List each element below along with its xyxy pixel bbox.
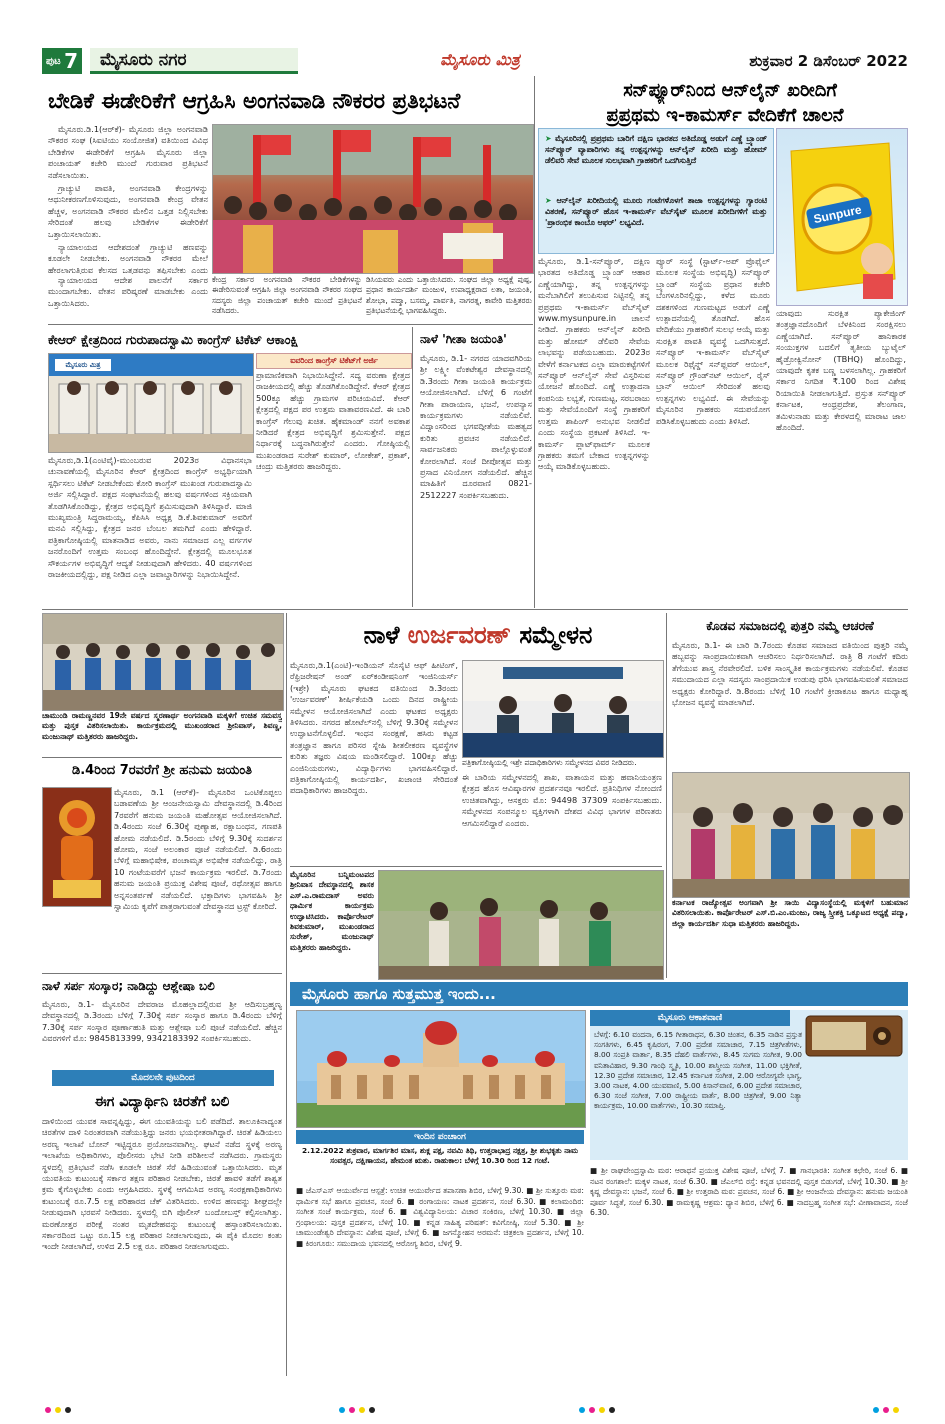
story5-caption: ಚಾಮುಂಡಿ ರಾಮಣ್ಣನವರ 19ನೇ ವರ್ಷದ ಸ್ಮರಣಾರ್ಥ ಅಂಗನವಾಡಿ ಮಕ್ಕಳಿಗೆ ಉಚಿತ ಸಮವಸ್ತ್ರ ಮತ್ತು ಪುಸ್ತಕ ವಿತರಿಸಲಾಯಿತು. ಕಾರ್ಯಕ್ರಮದಲ್ಲಿ ಮುಖಂಡರಾದ ಶ್ರೀನಿವಾಸ್, ಶಿವಣ್ಣ, ಮಂಜುನಾಥ್ ಮತ್ತಿತರರು ಹಾಜರಿದ್ದರು. [42,711,282,741]
color-registration-marks [42,1400,908,1410]
story8-strap: ಮೊದಲನೇ ಪುಟದಿಂದ [52,1070,274,1086]
arrow-icon: ➤ [545,134,552,143]
issue-date: ಶುಕ್ರವಾರ 2 ಡಿಸೆಂಬರ್ 2022 [749,52,908,70]
hanuman-image [42,787,112,907]
story6-headline: ಡಿ.4ರಿಂದ 7ರವರೆಗೆ ಶ್ರೀ ಹನುಮ ಜಯಂತಿ [72,763,252,778]
divider [666,613,667,978]
story7-headline: ನಾಳೆ ಸರ್ಪ ಸಂಸ್ಕಾರ; ನಾಡಿದ್ದು ಆಶ್ಲೇಷಾ ಬಲಿ [42,979,215,993]
palace-illustration [297,1011,585,1127]
story4-body: ಮೈಸೂರು, ಡಿ.1- ನಗರದ ಯಾದವಗಿರಿಯ ಶ್ರೀ ಲಕ್ಷ್ಮೀ ವೆಂಕಟೇಶ್ವರ ದೇವಸ್ಥಾನದಲ್ಲಿ ಡಿ.3ರಂದು ಗೀತಾ ಜಯಂತಿ ಕಾರ್ಯಕ್ರಮ ಆಯೋಜಿಸಲಾಗಿದೆ. ಬೆಳಿಗ್ಗೆ 6 ಗಂಟೆಗೆ ಗೀತಾ ಪಾರಾಯಣ, ಭಜನೆ, ಉಪನ್ಯಾಸ ಕಾರ್ಯಕ್ರಮಗಳು ನಡೆಯಲಿವೆ. ವಿದ್ವಾಂಸರಿಂದ ಭಗವದ್ಗೀತೆಯ ಮಹತ್ವದ ಕುರಿತು ಪ್ರವಚನ ನಡೆಯಲಿದೆ. ಸಾರ್ವಜನಿಕರು ಪಾಲ್ಗೊಳ್ಳುವಂತೆ ಕೋರಲಾಗಿದೆ. ಸಂಜೆ ದೀಪೋತ್ಸವ ಮತ್ತು ಪ್ರಸಾದ ವಿನಿಯೋಗ ನಡೆಯಲಿದೆ. ಹೆಚ್ಚಿನ ಮಾಹಿತಿಗೆ ದೂರವಾಣಿ 0821-2512227 ಸಂಪರ್ಕಿಸಬಹುದು. [420,353,532,500]
story3-headline: ಕೇಆರ್ ಕ್ಷೇತ್ರದಿಂದ ಗುರುಪಾದಸ್ವಾಮಿ ಕಾಂಗ್ರೆಸ್ ಟಿಕೆಟ್ ಆಕಾಂಕ್ಷಿ [48,332,299,347]
radio-icon [804,1012,904,1058]
deity-icon [43,788,111,906]
protest-photo [212,124,534,274]
events-left-list: ■ ಜೆಎಸ್‌ಎಸ್ ಆಯುರ್ವೇದ ಆಸ್ಪತ್ರೆ: ಉಚಿತ ಆಯುರ್ವೇದ ತಪಾಸಣಾ ಶಿಬಿರ, ಬೆಳಿಗ್ಗೆ 9.30. ■ ಶ್ರೀ ಸುತ್ತೂರು ಮಠ: ಧಾರ್ಮಿಕ ಸಭೆ ಹಾಗೂ ಪ್ರವಚನ, ಸಂಜೆ 6. ■ ರಂಗಾಯಣ: ನಾಟಕ ಪ್ರದರ್ಶನ, ಸಂಜೆ 6.30. ■ ಕಲಾಮಂದಿರ: ಸಂಗೀತ ಸಂಜೆ ಕಾರ್ಯಕ್ರಮ, ಸಂಜೆ 6. ■ ವಿಶ್ವವಿದ್ಯಾನಿಲಯ: ವಿಚಾರ ಸಂಕಿರಣ, ಬೆಳಿಗ್ಗೆ 10.30. ■ ಜಿಲ್ಲಾ ಗ್ರಂಥಾಲಯ: ಪುಸ್ತಕ ಪ್ರದರ್ಶನ, ಬೆಳಿಗ್ಗೆ 10. ■ ಕನ್ನಡ ಸಾಹಿತ್ಯ ಪರಿಷತ್: ಕವಿಗೋಷ್ಠಿ, ಸಂಜೆ 5.30. ■ ಶ್ರೀ ಚಾಮುಂಡೇಶ್ವರಿ ದೇವಸ್ಥಾನ: ವಿಶೇಷ ಪೂಜೆ, ಬೆಳಿಗ್ಗೆ 6. ■ ಜಗನ್ಮೋಹನ ಅರಮನೆ: ಚಿತ್ರಕಲಾ ಪ್ರದರ್ಶನ, ಬೆಳಿಗ್ಗೆ 10. ■ ಕಿರಂಗೂರು: ಸಮುದಾಯ ಭವನದಲ್ಲಿ ಆರೋಗ್ಯ ಶಿಬಿರ, ಬೆಳಿಗ್ಗೆ 9. [296,1186,584,1248]
story12-photo [378,870,664,980]
section-title: ಮೈಸೂರು ನಗರ [90,48,298,74]
story5-photo [42,613,284,711]
story9-body: ಮೈಸೂರು,ಡಿ.1(ಎಂಟಿ)-ಇಂಡಿಯನ್ ಸೊಸೈಟಿ ಆಫ್ ಹೀಟಿಂಗ್, ರೆಫ್ರಿಜರೇಷನ್ ಅಂಡ್ ಏರ್‌ಕಂಡೀಷನಿಂಗ್ ಇಂಜಿನಿಯರ್ಸ್ (ಇಶ್ರೇ) ಮೈಸೂರು ಘಟಕದ ವತಿಯಿಂದ ಡಿ.3ರಂದು 'ಉರ್ಜವರಣ್' ಶೀರ್ಷಿಕೆಯಡಿ ಒಂದು ದಿನದ ರಾಷ್ಟ್ರೀಯ ಸಮ್ಮೇಳನ ಆಯೋಜಿಸಲಾಗಿದೆ ಎಂದು ಘಟಕದ ಅಧ್ಯಕ್ಷರು ತಿಳಿಸಿದರು. ನಗರದ ಹೋಟೆಲ್‌ನಲ್ಲಿ ಬೆಳಿಗ್ಗೆ 9.30ಕ್ಕೆ ಸಮ್ಮೇಳನ ಉದ್ಘಾಟನೆಗೊಳ್ಳಲಿದೆ. ಇಂಧನ ಸಂರಕ್ಷಣೆ, ಹಸಿರು ಕಟ್ಟಡ ತಂತ್ರಜ್ಞಾನ ಹಾಗೂ ಪರಿಸರ ಸ್ನೇಹಿ ಶೀತಲೀಕರಣ ವ್ಯವಸ್ಥೆಗಳ ಕುರಿತು ತಜ್ಞರು ವಿಷಯ ಮಂಡಿಸಲಿದ್ದಾರೆ. 100ಕ್ಕೂ ಹೆಚ್ಚು ಎಂಜಿನಿಯರುಗಳು, ವಿದ್ಯಾರ್ಥಿಗಳು ಭಾಗವಹಿಸಲಿದ್ದಾರೆ. ಪತ್ರಿಕಾಗೋಷ್ಠಿಯಲ್ಲಿ ಕಾರ್ಯದರ್ಶಿ, ಖಜಾಂಚಿ ಸೇರಿದಂತೆ ಪದಾಧಿಕಾರಿಗಳು ಹಾಜರಿದ್ದರು. [290,660,458,796]
temple-ceremony-illustration [379,871,663,979]
page-header [42,48,908,74]
divider [412,327,413,607]
product-label: Sunpure [812,202,863,227]
children-group-illustration [43,614,283,710]
story11-photo [672,772,910,898]
divider [286,613,287,1376]
radio-title: ಮೈಸೂರು ಆಕಾಶವಾಣಿ [590,1010,790,1026]
story11-caption: ಕರ್ನಾಟಕ ರಾಜ್ಯೋತ್ಸವ ಅಂಗವಾಗಿ ಶ್ರೀ ಸಾಯಿ ವಿದ್ಯಾಸಂಸ್ಥೆಯಲ್ಲಿ ಮಕ್ಕಳಿಗೆ ಬಹುಮಾನ ವಿತರಿಸಲಾಯಿತು. ಕಾರ್ಪೊರೇಟರ್ ಎಸ್.ಬಿ.ಎಂ.ಮಂಜು, ರಾಜ್ಯ ಸ್ತ್ರೀಶಕ್ತಿ ಒಕ್ಕೂಟದ ಅಧ್ಯಕ್ಷೆ ಪದ್ಮಾ, ಜಿಲ್ಲಾ ಕಾರ್ಯದರ್ಶಿ ಸುಧಾ ಮತ್ತಿತರರು ಹಾಜರಿದ್ದರು. [672,898,908,928]
sunpure-product-image [776,128,908,306]
story1-body2: ಡಿಸಿಯವರು ಎಂದು ಒತ್ತಾಯಿಸಿದರು. ಸಂಘದ ಜಿಲ್ಲಾ ಅಧ್ಯಕ್ಷೆ ಪುಷ್ಪ, ಪ್ರಧಾನ ಕಾರ್ಯದರ್ಶಿ ಮಂಜುಳ, ಉಪಾಧ್ಯಕ್ಷರಾದ ಲತಾ, ಜಯಂತಿ, ಶೋಭಾ, ಪದ್ಮಾ, ಬಸಮ್ಮ, ಪಾರ್ವತಿ, ನಾಗರತ್ನ, ಕಾವೇರಿ ಮತ್ತಿತರರು ಪ್ರತಿಭಟನೆಯಲ್ಲಿ ಭಾಗವಹಿಸಿದ್ದರು. [366,275,532,316]
divider [42,757,282,758]
story9-headline: ನಾಳೆ ಉರ್ಜವರಣ್ ಸಮ್ಮೇಳನ [363,621,593,649]
story1-caption: ಕೇಂದ್ರ ಸರ್ಕಾರ ಅಂಗನವಾಡಿ ನೌಕರರ ಬೇಡಿಕೆಗಳನ್ನು ಈಡೇರಿಸುವಂತೆ ಆಗ್ರಹಿಸಿ ಜಿಲ್ಲಾ ಅಂಗನವಾಡಿ ನೌಕರರ ಸಂಘದ ಸದಸ್ಯರು ಜಿಲ್ಲಾ ಪಂಚಾಯತ್ ಕಚೇರಿ ಮುಂದೆ ಪ್ರತಿಭಟನೆ ನಡೆಸಿದರು. [212,275,362,316]
events-banner [290,982,908,1006]
story4-headline: ನಾಳೆ 'ಗೀತಾ ಜಯಂತಿ' [420,332,507,346]
sunpure-bullet-2: ➤ ಆನ್‌ಲೈನ್ ಖರೀದಿಯಲ್ಲಿ ಮೂರು ಗಂಟೆಗಳೊಳಗೆ ತಾಜಾ ಉತ್ಪನ್ನಗಳನ್ನು ಗ್ಯಾರಂಟಿ ವಿತರಣೆ, ಸನ್‌ಪ್ಯೂರ್ ಹೊಸ ಇ-ಕಾಮರ್ಸ್ ವೆಬ್‌ಸೈಟ್ ಮೂಲಕ ಖರೀದಿಗಳಿಗೆ ಮತ್ತು 'ಪ್ರಾರಂಭಿಕ ಕಾಂಬೊ ಆಫರ್' ಲಭ್ಯವಿದೆ. [545,196,767,227]
sunpure-headline-2: ಪ್ರಪ್ರಥಮ ಇ-ಕಾಮರ್ಸ್ ವೇದಿಕೆಗೆ ಚಾಲನೆ [606,105,844,126]
award-ceremony-illustration [673,773,909,897]
events-banner-text: ಮೈಸೂರು ಹಾಗೂ ಸುತ್ತಮುತ್ತ ಇಂದು... [302,985,496,1003]
sunpure-bullet-1: ➤ ಮೈಸೂರಿನಲ್ಲಿ ಪ್ರಪ್ರಥಮ ಬಾರಿಗೆ ದಕ್ಷಿಣ ಭಾರತದ ಅತಿದೊಡ್ಡ ಅಡುಗೆ ಎಣ್ಣೆ ಬ್ರ್ಯಾಂಡ್ ಸನ್‌ಪ್ಯೂರ್ ವ್ಯಾಪಾರಿಗಳು ತನ್ನ ಉತ್ಪನ್ನಗಳನ್ನು ಆನ್‌ಲೈನ್ ಖರೀದಿ ಮತ್ತು ಹೋಮ್ ಡೆಲಿವರಿ ಸೇವೆ ಮೂಲಕ ಸುಲಭವಾಗಿ ಗ್ರಾಹಕರಿಗೆ ಒದಗಿಸುತ್ತಿದೆ [545,134,767,165]
palace-photo [296,1010,586,1128]
sunpure-col2: ಪ್ಯೂರ್ ಸಂಸ್ಥೆ (ಸ್ಟಾರ್ಟ್-ಅಪ್ ಪ್ರೊಫೈಲ್ ಮೂಲಕ ಸಂಸ್ಥೆಯ ಅಭಿವೃದ್ಧಿ) ಸನ್‌ಪ್ಯೂರ್ ಬ್ರ್ಯಾಂಡ್ ಸಂಸ್ಥೆಯ ಪ್ರಧಾನ ಕಚೇರಿ ಬೆಂಗಳೂರಿನಲ್ಲಿದ್ದು, ಕಳೆದ ಮೂರು ದಶಕಗಳಿಂದ ಗುಣಮಟ್ಟದ ಅಡುಗೆ ಎಣ್ಣೆ ಉತ್ಪಾದನೆಯಲ್ಲಿ ತೊಡಗಿದೆ. ಹೊಸ ವೇದಿಕೆಯು ಗ್ರಾಹಕರಿಗೆ ಸುಲಭ ಆಯ್ಕೆ ಮತ್ತು ಸುರಕ್ಷಿತ ಪಾವತಿ ವ್ಯವಸ್ಥೆ ಒದಗಿಸುತ್ತದೆ. ಸನ್‌ಪ್ಯೂರ್ ಇ-ಕಾಮರ್ಸ್ ವೆಬ್‌ಸೈಟ್ ಮೂಲಕ ರಿಫೈನ್ಡ್ ಸನ್‌ಫ್ಲವರ್ ಆಯಿಲ್, ಸನ್‌ಪ್ಯೂರ್ ಗ್ರೌಂಡ್‌ನಟ್ ಆಯಿಲ್, ರೈಸ್ ಬ್ರಾನ್ ಆಯಿಲ್ ಸೇರಿದಂತೆ ಹಲವು ಉತ್ಪನ್ನಗಳು ಲಭ್ಯವಿದೆ. ಈ ಸೇವೆಯನ್ನು ಮೈಸೂರಿನ ಗ್ರಾಹಕರು ಸದುಪಯೋಗ ಪಡಿಸಿಕೊಳ್ಳಬಹುದು ಎಂದು ತಿಳಿಸಿದೆ. [656,256,770,426]
sunpure-highlight-box [538,128,774,254]
conference-panel-illustration [463,661,663,757]
sunpure-col3: ಯಾವುದು ಸುರಕ್ಷಿತ ಪ್ಯಾಕೇಜಿಂಗ್ ತಂತ್ರಜ್ಞಾನದೊಂದಿಗೆ ಬೆಳಕಿನಿಂದ ಸಂರಕ್ಷಿಸಲು ಎಣ್ಣೆಯಾಗಿದೆ. ಸನ್‌ಪ್ಯೂರ್ ಹಾನಿಕಾರಕ ಸಂಯುಕ್ತಗಳ ಬದಲಿಗೆ ತೃತೀಯ ಬ್ಯುಟೈಲ್ ಹೈಡ್ರೋಕ್ವಿನೋನ್ (TBHQ) ಹೊಂದಿದ್ದು, ಯಾವುದೇ ಕೃತಕ ಬಣ್ಣ ಬಳಸಲಾಗಿಲ್ಲ. ಗ್ರಾಹಕರಿಗೆ ಸರ್ಕಾರ ನಿಗದಿತ ₹.100 ರಿಂದ ವಿಶೇಷ ರಿಯಾಯಿತಿ ನೀಡಲಾಗುತ್ತಿದೆ. ಪ್ರಸ್ತುತ ಸನ್‌ಪ್ಯೂರ್ ಕರ್ನಾಟಕ, ಆಂಧ್ರಪ್ರದೇಶ, ತೆಲಂಗಾಣ, ತಮಿಳುನಾಡು ಮತ್ತು ಕೇರಳದಲ್ಲಿ ಮಾರಾಟ ಜಾಲ ಹೊಂದಿದೆ. [776,308,906,433]
radio-box [590,1010,908,1160]
story8-body: ದಾಳಿಯಿಂದ ಯುವಕ ಸಾವನ್ನಪ್ಪಿದ್ದು, ಈಗ ಯುವತಿಯನ್ನು ಬಲಿ ಪಡೆದಿದೆ. ತಾಲೂಕಿನಾದ್ಯಂತ ಚಿರತೆಗಳ ದಾಳಿ ನಿರಂತರವಾಗಿ ನಡೆಯುತ್ತಿದ್ದು ಜನರು ಭಯಭೀತರಾಗಿದ್ದಾರೆ. ಚಿರತೆ ಹಿಡಿಯಲು ಅರಣ್ಯ ಇಲಾಖೆ ಬೋನ್ ಇಟ್ಟಿದ್ದರೂ ಪ್ರಯೋಜನವಾಗಿಲ್ಲ. ಘಟನೆ ನಡೆದ ಸ್ಥಳಕ್ಕೆ ಅರಣ್ಯ ಇಲಾಖೆಯ ಅಧಿಕಾರಿಗಳು, ಪೊಲೀಸರು ಭೇಟಿ ನೀಡಿ ಪರಿಶೀಲನೆ ನಡೆಸಿದರು. ಗ್ರಾಮಸ್ಥರು ಸ್ಥಳದಲ್ಲಿ ಪ್ರತಿಭಟನೆ ನಡೆಸಿ ಕೂಡಲೇ ಚಿರತೆ ಸೆರೆ ಹಿಡಿಯುವಂತೆ ಒತ್ತಾಯಿಸಿದರು. ಮೃತ ಯುವತಿಯ ಕುಟುಂಬಕ್ಕೆ ಸರ್ಕಾರ ತಕ್ಷಣ ಪರಿಹಾರ ನೀಡಬೇಕು, ಚಿರತೆ ಹಾವಳಿ ತಡೆಗೆ ಶಾಶ್ವತ ಕ್ರಮ ಕೈಗೊಳ್ಳಬೇಕು ಎಂದು ಆಗ್ರಹಿಸಿದರು. ಸ್ಥಳಕ್ಕೆ ಆಗಮಿಸಿದ ಅರಣ್ಯ ಸಂರಕ್ಷಣಾಧಿಕಾರಿಗಳು ಕುಟುಂಬಕ್ಕೆ ರೂ.7.5 ಲಕ್ಷ ಪರಿಹಾರದ ಚೆಕ್ ವಿತರಿಸಿದರು. ಉಳಿದ ಹಣವನ್ನು ಶೀಘ್ರದಲ್ಲೇ ನೀಡುವುದಾಗಿ ಭರವಸೆ ನೀಡಿದರು. ಸ್ಥಳದಲ್ಲಿ ಬಿಗಿ ಪೊಲೀಸ್ ಬಂದೋಬಸ್ತ್ ಕಲ್ಪಿಸಲಾಗಿತ್ತು. ಮರಣೋತ್ತರ ಪರೀಕ್ಷೆ ನಂತರ ಮೃತದೇಹವನ್ನು ಕುಟುಂಬಕ್ಕೆ ಹಸ್ತಾಂತರಿಸಲಾಯಿತು. ಸರ್ಕಾರದಿಂದ ಒಟ್ಟು ರೂ.15 ಲಕ್ಷ ಪರಿಹಾರ ನೀಡಲಾಗುವುದು, ಈ ಪೈಕಿ ಮೊದಲ ಕಂತು ಇಂದೇ ನೀಡಲಾಗಿದೆ, ಉಳಿದ 2.5 ಲಕ್ಷ ರೂ. ಪರಿಹಾರ ನೀಡಲಾಗುವುದು. [42,1116,282,1252]
events-right-list: ■ ಶ್ರೀ ರಾಘವೇಂದ್ರಸ್ವಾಮಿ ಮಠ: ಆರಾಧನೆ ಪ್ರಯುಕ್ತ ವಿಶೇಷ ಪೂಜೆ, ಬೆಳಿಗ್ಗೆ 7. ■ ಗಾನಭಾರತಿ: ಸಂಗೀತ ಕಛೇರಿ, ಸಂಜೆ 6. ■ ನಟನ ರಂಗಶಾಲೆ: ಮಕ್ಕಳ ನಾಟಕ, ಸಂಜೆ 6.30. ■ ಜೆಎಲ್‌ಬಿ ರಸ್ತೆ: ಕನ್ನಡ ಭವನದಲ್ಲಿ ಪುಸ್ತಕ ಬಿಡುಗಡೆ, ಬೆಳಿಗ್ಗೆ 10.30. ■ ಶ್ರೀ ಕೃಷ್ಣ ದೇವಸ್ಥಾನ: ಭಜನೆ, ಸಂಜೆ 6. ■ ಶ್ರೀ ಉತ್ತರಾದಿ ಮಠ: ಪ್ರವಚನ, ಸಂಜೆ 6. ■ ಶ್ರೀ ಆಂಜನೇಯ ದೇವಸ್ಥಾನ: ಹನುಮ ಜಯಂತಿ ಪೂರ್ವ ಸಿದ್ಧತೆ, ಸಂಜೆ 6.30. ■ ರಾಮಕೃಷ್ಣ ಆಶ್ರಮ: ಧ್ಯಾನ ಶಿಬಿರ, ಬೆಳಿಗ್ಗೆ 6. ■ ನಾದಬ್ರಹ್ಮ ಸಂಗೀತ ಸಭೆ: ವೀಣಾವಾದನ, ಸಂಜೆ 6.30. [590,1166,908,1218]
oil-pouch-illustration [777,129,907,305]
sunpure-headline-1: ಸನ್‌ಪ್ಯೂರ್‌ನಿಂದ ಆನ್‌ಲೈನ್ ಖರೀದಿಗೆ [623,80,837,101]
story1-body-cont: ನ್ಯಾಯಾಲಯದ ಆದೇಶ ಪಾಲನೆಗೆ ಸರ್ಕಾರ ಮುಂದಾಗಬೇಕು. ವೇತನ ಪರಿಷ್ಕರಣೆ ಮಾಡಬೇಕು ಎಂದು ಒತ್ತಾಯಿಸಿದರು. [48,275,208,308]
story8-headline: ಈಗ ವಿದ್ಯಾರ್ಥಿನಿ ಚಿರತೆಗೆ ಬಲಿ [94,1094,230,1110]
story10-headline: ಕೊಡವ ಸಮಾಜದಲ್ಲಿ ಪುತ್ತರಿ ನಮ್ಮೆ ಆಚರಣೆ [706,619,874,633]
sunpure-col1: ಮೈಸೂರು, ಡಿ.1-ಸನ್‌ಪ್ಯೂರ್, ದಕ್ಷಿಣ ಭಾರತದ ಅತಿದೊಡ್ಡ ಬ್ರ್ಯಾಂಡ್ ಆಹಾರ ಎಣ್ಣೆಯಾಗಿದ್ದು, ತನ್ನ ಉತ್ಪನ್ನಗಳನ್ನು ಮನೆಬಾಗಿಲಿಗೆ ತಲುಪಿಸುವ ನಿಟ್ಟಿನಲ್ಲಿ ತನ್ನ ಪ್ರಪ್ರಥಮ ಇ-ಕಾಮರ್ಸ್ ವೆಬ್‌ಸೈಟ್ www.mysunpure.in ಚಾಲನೆ ನೀಡಿದೆ. ಗ್ರಾಹಕರು ಆನ್‌ಲೈನ್ ಖರೀದಿ ಮತ್ತು ಹೋಮ್ ಡೆಲಿವರಿ ಸೇವೆಯ ಲಾಭವನ್ನು ಪಡೆಯಬಹುದು. 2023ರ ವೇಳೆಗೆ ಕರ್ನಾಟಕದ ಎಲ್ಲಾ ಮಾರುಕಟ್ಟೆಗಳಿಗೆ ಸನ್‌ಪ್ಯೂರ್ ಆನ್‌ಲೈನ್ ಸೇವೆ ವಿಸ್ತರಿಸುವ ಯೋಜನೆ ಹೊಂದಿದೆ. ಎಣ್ಣೆ ಉತ್ಪಾದನಾ ಕಂಪನಿಯ ಲಭ್ಯತೆ, ಗುಣಮಟ್ಟ, ಸರಬರಾಜು ಮತ್ತು ಸೇವೆಯೊಂದಿಗೆ ಸಂಸ್ಥೆ ಗ್ರಾಹಕರಿಗೆ ಉತ್ತಮ ಶಾಪಿಂಗ್ ಅನುಭವ ನೀಡಲಿದೆ ಎಂದು ಸಂಸ್ಥೆಯ ಪ್ರಕಟಣೆ ತಿಳಿಸಿದೆ. ಇ-ಕಾಮರ್ಸ್ ಪ್ಲಾಟ್‌ಫಾರ್ಮ್ ಮೂಲಕ ಗ್ರಾಹಕರು ತಮಗೆ ಬೇಕಾದ ಉತ್ಪನ್ನಗಳನ್ನು ಆಯ್ಕೆ ಮಾಡಿಕೊಳ್ಳಬಹುದು. [538,256,650,472]
story10-body: ಮೈಸೂರು, ಡಿ.1- ಈ ಬಾರಿ ಡಿ.7ರಂದು ಕೊಡವ ಸಮಾಜದ ವತಿಯಿಂದ ಪುತ್ತರಿ ನಮ್ಮೆ ಹಬ್ಬವನ್ನು ಸಾಂಪ್ರದಾಯಿಕವಾಗಿ ಆಚರಿಸಲು ನಿರ್ಧರಿಸಲಾಗಿದೆ. ರಾತ್ರಿ 8 ಗಂಟೆಗೆ ಕದಿರು ತೆಗೆಯುವ ಶಾಸ್ತ್ರ ನೆರವೇರಲಿದೆ. ಬಳಿಕ ಸಾಂಸ್ಕೃತಿಕ ಕಾರ್ಯಕ್ರಮಗಳು ನಡೆಯಲಿವೆ. ಕೊಡವ ಸಮುದಾಯದ ಎಲ್ಲಾ ಸದಸ್ಯರು ಸಾಂಪ್ರದಾಯಿಕ ಉಡುಪು ಧರಿಸಿ ಭಾಗವಹಿಸುವಂತೆ ಸಮಾಜದ ಅಧ್ಯಕ್ಷರು ಕೋರಿದ್ದಾರೆ. ಡಿ.8ರಂದು ಬೆಳಿಗ್ಗೆ 10 ಗಂಟೆಗೆ ಕ್ರೀಡಾಕೂಟ ಹಾಗೂ ಮಧ್ಯಾಹ್ನ ಭೋಜನ ವ್ಯವಸ್ಥೆ ಮಾಡಲಾಗಿದೆ. [672,640,908,708]
story3-body-b: ಪ್ರಾಮಾಣಿಕವಾಗಿ ನಿಭಾಯಿಸಿದ್ದೇನೆ. ಸದ್ಯ ವರುಣಾ ಕ್ಷೇತ್ರದ ರಾಜಕೀಯದಲ್ಲಿ ಹೆಚ್ಚು ತೊಡಗಿಕೊಂಡಿದ್ದೇನೆ. ಕೆಆರ್ ಕ್ಷೇತ್ರದ 500ಕ್ಕೂ ಹೆಚ್ಚು ಗ್ರಾಮಗಳ ಪರಿಚಯವಿದೆ. ಕೆಆರ್ ಕ್ಷೇತ್ರದಲ್ಲಿ ಪಕ್ಷದ ಪರ ಉತ್ತಮ ವಾತಾವರಣವಿದೆ. ಈ ಬಾರಿ ಕಾಂಗ್ರೆಸ್ ಗೆಲುವು ಖಚಿತ. ಹೈಕಮಾಂಡ್ ನನಗೆ ಅವಕಾಶ ನೀಡಿದರೆ ಕ್ಷೇತ್ರದ ಅಭಿವೃದ್ಧಿಗೆ ಶ್ರಮಿಸುತ್ತೇನೆ. ಪಕ್ಷದ ನಿರ್ಧಾರಕ್ಕೆ ಬದ್ಧನಾಗಿರುತ್ತೇನೆ ಎಂದರು. ಗೋಷ್ಠಿಯಲ್ಲಿ ಮುಖಂಡರಾದ ಸುರೇಶ್ ಕುಮಾರ್, ಲೋಕೇಶ್, ಪ್ರಕಾಶ್, ಚಂದ್ರು ಮತ್ತಿತರರು ಹಾಜರಿದ್ದರು. [256,370,410,472]
divider [42,609,908,610]
page-number: 7 [64,49,79,73]
masthead: ಮೈಸೂರು ಮಿತ್ರ [440,50,520,69]
story12-caption: ಮೈಸೂರಿನ ಬನ್ನಿಮಂಟಪದ ಶ್ರೀನಿವಾಸ ದೇವಸ್ಥಾನದಲ್ಲಿ ಶಾಸಕ ಎಸ್.ಎ.ರಾಮದಾಸ್ ಅವರು ಧಾರ್ಮಿಕ ಕಾರ್ಯಕ್ರಮ ಉದ್ಘಾಟಿಸಿದರು. ಕಾರ್ಪೊರೇಟರ್ ಶಿವಕುಮಾರ್, ಮುಖಂಡರಾದ ಸುರೇಶ್, ಮಂಜುನಾಥ್ ಮತ್ತಿತರರು ಹಾಜರಿದ್ದರು. [290,870,374,952]
divider [42,973,282,974]
story1-body: ಮೈಸೂರು.ಡಿ.1(ಆರ್‌ಕೆ)- ಮೈಸೂರು ಜಿಲ್ಲಾ ಅಂಗನವಾಡಿ ನೌಕರರ ಸಂಘ (ಸಿಐಟಿಯು ಸಂಯೋಜಿತ) ವತಿಯಿಂದ ವಿವಿಧ ಬೇಡಿಕೆಗಳ ಈಡೇರಿಕೆಗೆ ಆಗ್ರಹಿಸಿ ಮೈಸೂರು ಜಿಲ್ಲಾ ಪಂಚಾಯತ್ ಕಚೇರಿ ಮುಂದೆ ಗುರುವಾರ ಪ್ರತಿಭಟನೆ ನಡೆಸಲಾಯಿತು. ಗ್ರಾಚ್ಯುಟಿ ಪಾವತಿ, ಅಂಗನವಾಡಿ ಕೇಂದ್ರಗಳನ್ನು ಆಧುನೀಕರಣಗೊಳಿಸುವುದು, ಅಂಗನವಾಡಿ ಕೇಂದ್ರ ವೇತನ ಹೆಚ್ಚಳ, ಅಂಗನವಾಡಿ ನೌಕರರ ಮೇಲಿನ ಒತ್ತಡ ನಿಲ್ಲಿಸಬೇಕು ಸೇರಿದಂತೆ ಹಲವು ಬೇಡಿಕೆಗಳ ಈಡೇರಿಕೆಗೆ ಒತ್ತಾಯಿಸಲಾಯಿತು. ನ್ಯಾಯಾಲಯದ ಆದೇಶದಂತೆ ಗ್ರಾಚ್ಯುಟಿ ಹಣವನ್ನು ಕೂಡಲೇ ನೀಡಬೇಕು. ಅಂಗನವಾಡಿ ನೌಕರರ ಮೇಲೆ ಹೇರಲಾಗುತ್ತಿರುವ ಕೆಲಸದ ಒತ್ತಡವನ್ನು ತಪ್ಪಿಸಬೇಕು ಎಂದು [48,124,208,274]
divider [534,76,535,608]
divider [48,324,533,325]
story9-photo [462,660,664,758]
panchanga-body: 2.12.2022 ಶುಕ್ರವಾರ, ಮಾರ್ಗಶಿರ ಮಾಸ, ಶುಕ್ಲ ಪಕ್ಷ, ನವಮಿ ತಿಥಿ, ಉತ್ತರಾಭಾದ್ರ ನಕ್ಷತ್ರ, ಶ್ರೀ ಶುಭಕೃತು ನಾಮ ಸಂವತ್ಸರ, ದಕ್ಷಿಣಾಯನ, ಹೇಮಂತ ಋತು. ರಾಹುಕಾಲ: ಬೆಳಿಗ್ಗೆ 10.30 ರಿಂದ 12 ಗಂಟೆ. [302,1146,578,1165]
protest-photo-illustration [213,125,533,273]
story7-body: ಮೈಸೂರು, ಡಿ.1- ಮೈಸೂರಿನ ದೇವರಾಜ ಮೊಹಲ್ಲಾದಲ್ಲಿರುವ ಶ್ರೀ ಆದಿಸುಬ್ರಹ್ಮಣ್ಯ ದೇವಸ್ಥಾನದಲ್ಲಿ ಡಿ.3ರಂದು ಬೆಳಿಗ್ಗೆ 7.30ಕ್ಕೆ ಸರ್ಪ ಸಂಸ್ಕಾರ ಹಾಗೂ ಡಿ.4ರಂದು ಬೆಳಿಗ್ಗೆ 7.30ಕ್ಕೆ ಸರ್ಪ ಸಂಸ್ಕಾರ ಪೂರ್ಣಾಹುತಿ ಮತ್ತು ಆಶ್ಲೇಷಾ ಬಲಿ ಪೂಜೆ ನಡೆಯಲಿದೆ. ಹೆಚ್ಚಿನ ವಿವರಗಳಿಗೆ ಮೊ: 9845813399, 9342183392 ಸಂಪರ್ಕಿಸಬಹುದು. [42,999,282,1044]
divider [290,866,662,867]
panchanga-title: ಇಂದಿನ ಪಂಚಾಂಗ [296,1130,584,1144]
story6-body: ಮೈಸೂರು, ಡಿ.1 (ಆರ್‌ಕೆ)- ಮೈಸೂರಿನ ಒಂಟಿಕೊಪ್ಪಲು ಬಡಾವಣೆಯ ಶ್ರೀ ಆಂಜನೇಯಸ್ವಾಮಿ ದೇವಸ್ಥಾನದಲ್ಲಿ ಡಿ.4ರಿಂದ 7ರವರೆಗೆ ಹನುಮ ಜಯಂತಿ ಮಹೋತ್ಸವ ಆಯೋಜಿಸಲಾಗಿದೆ. ಡಿ.4ರಂದು ಸಂಜೆ 6.30ಕ್ಕೆ ಪುಣ್ಯಾಹ, ರಕ್ಷಾಬಂಧನ, ಗಣಪತಿ ಹೋಮ ನಡೆಯಲಿದೆ. ಡಿ.5ರಂದು ಬೆಳಿಗ್ಗೆ 9.30ಕ್ಕೆ ಸುದರ್ಶನ ಹೋಮ, ಸಂಜೆ ಅಲಂಕಾರ ಪೂಜೆ ನಡೆಯಲಿದೆ. ಡಿ.6ರಂದು ಬೆಳಿಗ್ಗೆ ಮಹಾಭಿಷೇಕ, ಪಂಚಾಮೃತ ಅಭಿಷೇಕ ನಡೆಯಲಿದ್ದು, ರಾತ್ರಿ 10 ಗಂಟೆಯವರೆಗೆ ಭಜನೆ ಕಾರ್ಯಕ್ರಮ ಇರಲಿದೆ. ಡಿ.7ರಂದು ಹನುಮ ಜಯಂತಿ ಪ್ರಯುಕ್ತ ವಿಶೇಷ ಪೂಜೆ, ರಥೋತ್ಸವ ಹಾಗೂ ಅನ್ನಸಂತರ್ಪಣೆ ನಡೆಯಲಿದೆ. ಭಕ್ತಾದಿಗಳು ಭಾಗವಹಿಸಿ ಶ್ರೀ ಸ್ವಾಮಿಯ ಕೃಪೆಗೆ ಪಾತ್ರರಾಗುವಂತೆ ದೇವಸ್ಥಾನದ ಟ್ರಸ್ಟ್ ಕೋರಿದೆ. [114,787,282,912]
story3-banner-text: ಮೈಸೂರು ಮಿತ್ರ [65,361,101,369]
story9-body-b: ಈ ಬಾರಿಯ ಸಮ್ಮೇಳನದಲ್ಲಿ ಶಾಖ, ವಾತಾಯನ ಮತ್ತು ಹವಾನಿಯಂತ್ರಣ ಕ್ಷೇತ್ರದ ಹೊಸ ಆವಿಷ್ಕಾರಗಳ ಪ್ರದರ್ಶನವೂ ಇರಲಿದೆ. ಪ್ರತಿನಿಧಿಗಳ ನೋಂದಣಿ ಉಚಿತವಾಗಿದ್ದು, ಆಸಕ್ತರು ಮೊ: 94498 37309 ಸಂಪರ್ಕಿಸಬಹುದು. ಸಮ್ಮೇಳನದ ಸಂಪನ್ಮೂಲ ವ್ಯಕ್ತಿಗಳಾಗಿ ದೇಶದ ವಿವಿಧ ಭಾಗಗಳ ಪರಿಣತರು ಆಗಮಿಸಲಿದ್ದಾರೆ ಎಂದರು. [462,772,662,828]
story1-headline: ಬೇಡಿಕೆ ಈಡೇರಿಕೆಗೆ ಆಗ್ರಹಿಸಿ ಅಂಗನವಾಡಿ ನೌಕರರ ಪ್ರತಿಭಟನೆ [48,89,461,114]
story9-caption: ಪತ್ರಿಕಾಗೋಷ್ಠಿಯಲ್ಲಿ ಇಶ್ರೇ ಪದಾಧಿಕಾರಿಗಳು ಸಮ್ಮೇಳನದ ವಿವರ ನೀಡಿದರು. [462,758,637,767]
story3-sub-bar: ಐವರಿಂದ ಕಾಂಗ್ರೆಸ್ ಟಿಕೆಟ್‌ಗೆ ಅರ್ಜಿ [256,353,412,369]
radio-schedule: ಬೆಳಗ್ಗೆ: 6.10 ವಂದನಾ, 6.15 ಗೀತಾರಾಧನ, 6.30 ಚಿಂತನ, 6.35 ನಾಡಿನ ಪ್ರಸ್ತುತ ಸಂಗತಿಗಳು, 6.45 ಕೃಷಿರಂಗ, 7.00 ಪ್ರದೇಶ ಸಮಾಚಾರ, 7.15 ಚಿತ್ರಗೀತೆಗಳು, 8.00 ಸಂಪ್ರತಿ ವಾರ್ತಾ, 8.35 ದೆಹಲಿ ವಾರ್ತೆಗಳು, 8.45 ಸುಗಮ ಸಂಗೀತ, 9.00 ವನಿತಾವಿಹಾರ, 9.30 ಗಾಂಧಿ ಸ್ಮೃತಿ, 10.00 ಶಾಸ್ತ್ರೀಯ ಸಂಗೀತ, 11.00 ಭಕ್ತಿಗೀತೆ, 12.30 ಪ್ರದೇಶ ಸಮಾಚಾರ, 12.45 ಕರ್ನಾಟಕ ಸಂಗೀತ, 2.00 ಆರೋಗ್ಯವೇ ಭಾಗ್ಯ, 3.00 ನಾಟಕ, 4.00 ಯುವವಾಣಿ, 5.00 ಕಿಸಾನ್‌ವಾಣಿ, 6.00 ಪ್ರದೇಶ ಸಮಾಚಾರ, 6.30 ಸಂಜೆ ಸಂಗೀತ, 7.00 ರಾಷ್ಟ್ರೀಯ ವಾರ್ತೆ, 8.00 ಚಿತ್ರಗೀತೆ, 9.00 ನಿತ್ಯಾ ಕಾರ್ಯಕ್ರಮ, 10.00 ವಾರ್ತೆಗಳು, 10.30 ಸಮಾಪ್ತಿ. [594,1030,802,1111]
page-label: ಪುಟ 7 [42,48,82,74]
story3-photo [48,353,254,453]
arrow-icon: ➤ [545,196,552,205]
story3-body: ಮೈಸೂರು,ಡಿ.1(ಎಂಟಿವೈ)-ಮುಂಬರುವ 2023ರ ವಿಧಾನಸಭಾ ಚುನಾವಣೆಯಲ್ಲಿ ಮೈಸೂರಿನ ಕೆಆರ್ ಕ್ಷೇತ್ರದಿಂದ ಕಾಂಗ್ರೆಸ್ ಅಭ್ಯರ್ಥಿಯಾಗಿ ಸ್ಪರ್ಧಿಸಲು ಟಿಕೆಟ್ ನೀಡಬೇಕೆಂದು ಕೋರಿ ಕಾಂಗ್ರೆಸ್ ಮುಖಂಡ ಗುರುಪಾದಸ್ವಾಮಿ ಅರ್ಜಿ ಸಲ್ಲಿಸಿದ್ದಾರೆ. ಪಕ್ಷದ ಸಂಘಟನೆಯಲ್ಲಿ ಹಲವು ವರ್ಷಗಳಿಂದ ಸಕ್ರಿಯವಾಗಿ ತೊಡಗಿಸಿಕೊಂಡಿದ್ದು, ಕ್ಷೇತ್ರದ ಅಭಿವೃದ್ಧಿಗೆ ಶ್ರಮಿಸುವುದಾಗಿ ತಿಳಿಸಿದ್ದಾರೆ. ಮಾಜಿ ಮುಖ್ಯಮಂತ್ರಿ ಸಿದ್ದರಾಮಯ್ಯ, ಕೆಪಿಸಿಸಿ ಅಧ್ಯಕ್ಷ ಡಿ.ಕೆ.ಶಿವಕುಮಾರ್ ಅವರಿಗೆ ಮನವಿ ಸಲ್ಲಿಸಿದ್ದು, ಕ್ಷೇತ್ರದ ಜನರ ಬೆಂಬಲ ತಮಗಿದೆ ಎಂದು ಹೇಳಿದ್ದಾರೆ. ಪತ್ರಿಕಾಗೋಷ್ಠಿಯಲ್ಲಿ ಮಾತನಾಡಿದ ಅವರು, ನಾನು ಸಮಾಜದ ಎಲ್ಲ ವರ್ಗಗಳ ಜನರೊಂದಿಗೆ ಉತ್ತಮ ಸಂಬಂಧ ಹೊಂದಿದ್ದೇನೆ. ಕ್ಷೇತ್ರದಲ್ಲಿ ಮೂಲಭೂತ ಸೌಕರ್ಯಗಳ ಅಭಿವೃದ್ಧಿಗೆ ಆದ್ಯತೆ ನೀಡುವುದಾಗಿ ಹೇಳಿದರು. 40 ವರ್ಷಗಳಿಂದ ರಾಜಕೀಯದಲ್ಲಿದ್ದು, ಪಕ್ಷ ನೀಡಿದ ಎಲ್ಲಾ ಜವಾಬ್ದಾರಿಗಳನ್ನು ನಿಭಾಯಿಸಿದ್ದೇನೆ. [48,455,252,580]
